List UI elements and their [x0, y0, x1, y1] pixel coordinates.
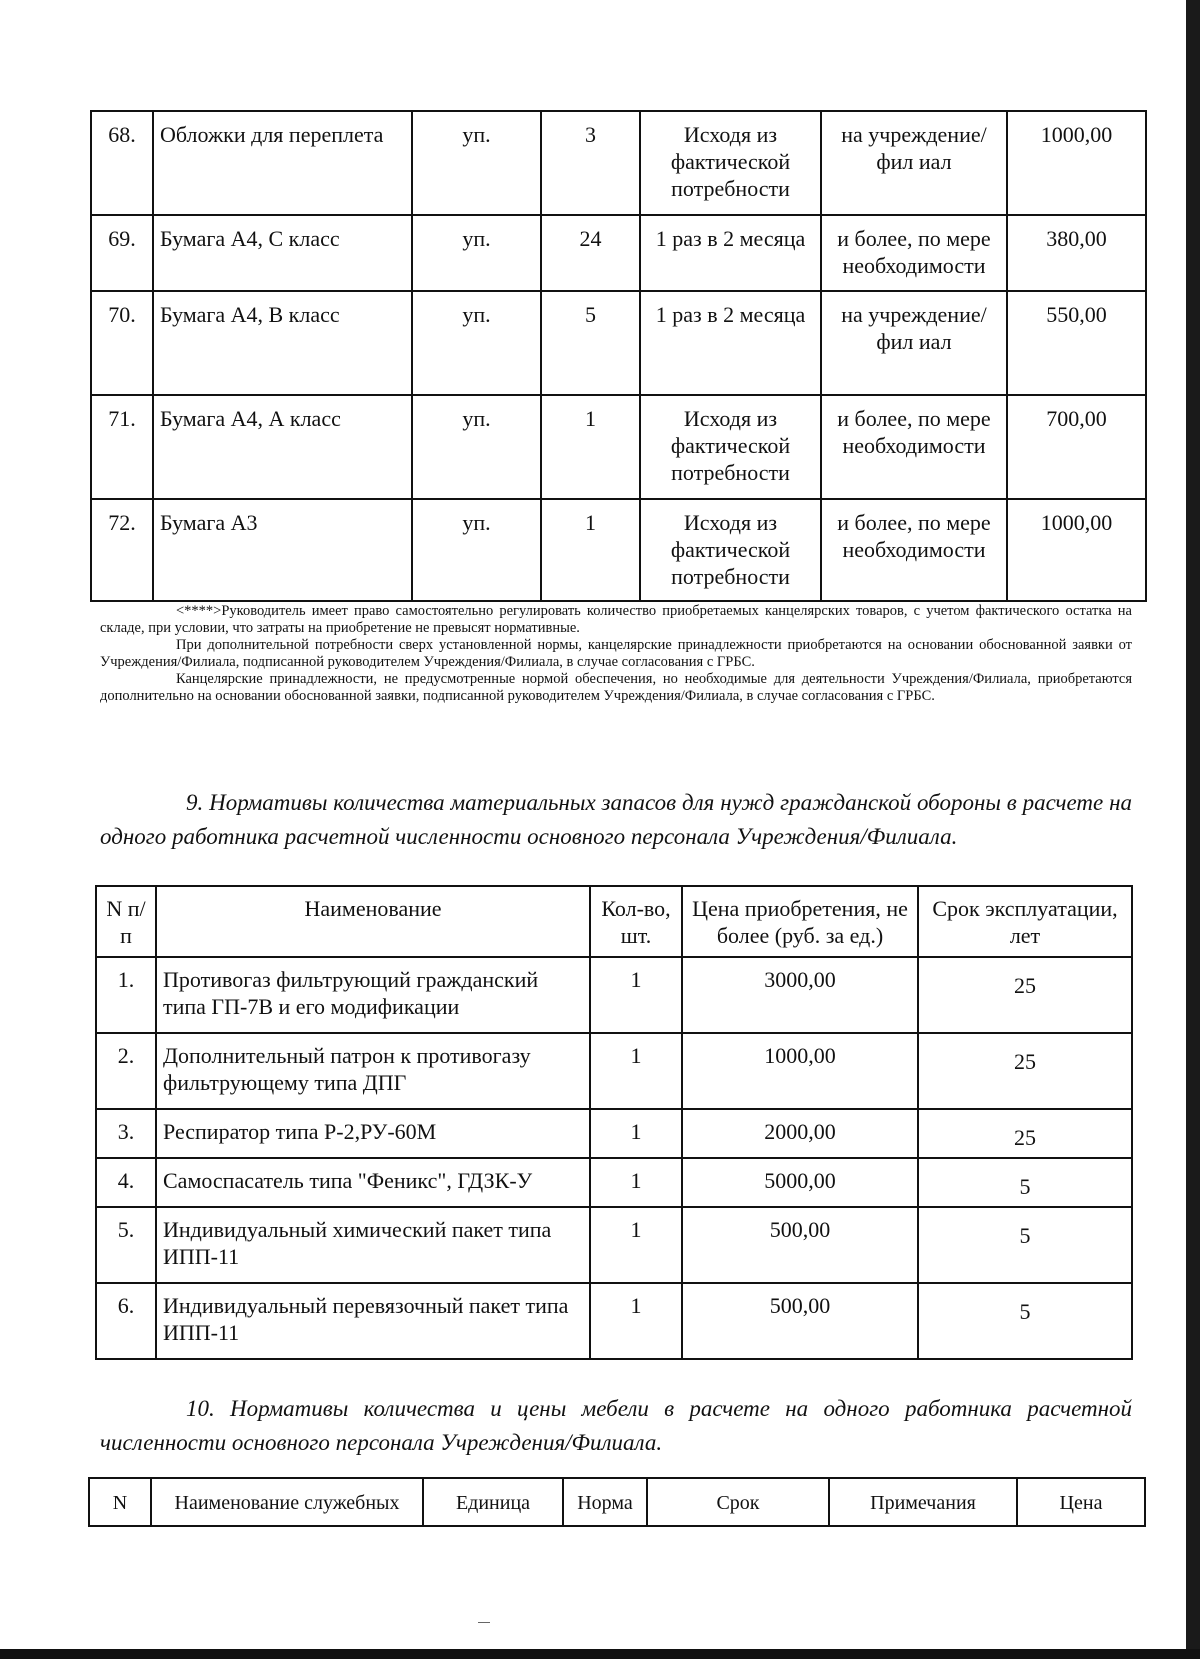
- header-price: Цена: [1017, 1478, 1145, 1526]
- row-quantity: 1: [590, 1158, 682, 1207]
- scan-edge-bottom: [0, 1649, 1200, 1659]
- table-row: [91, 291, 1146, 395]
- table-row: [96, 1109, 1132, 1158]
- civil-defense-table: [95, 885, 1133, 1360]
- row-unit: уп.: [412, 395, 541, 499]
- row-quantity: 24: [541, 215, 640, 291]
- row-number: 70.: [91, 291, 153, 395]
- table-row: [96, 1207, 1132, 1283]
- row-quantity: 1: [541, 499, 640, 601]
- header-term: Срок: [647, 1478, 829, 1526]
- row-name: Бумага А3: [153, 499, 412, 601]
- row-frequency: 1 раз в 2 месяца: [640, 291, 821, 395]
- row-frequency: Исходя из фактической потребности: [640, 499, 821, 601]
- table-row: [91, 215, 1146, 291]
- row-number: 6.: [96, 1283, 156, 1359]
- row-name: Дополнительный патрон к противогазу фильтрующему типа ДПГ: [156, 1033, 590, 1109]
- row-note: и более, по мере необходимости: [821, 395, 1007, 499]
- scan-edge-right: [1186, 0, 1200, 1659]
- row-unit: уп.: [412, 111, 541, 215]
- footnote-paragraph: При дополнительной потребности сверх установленной нормы, канцелярские принадлежности приобретаются на основании обоснованной заявки от Учреждения/Филиала, подписанной руководителем Учреждения/Филиала, в случае согласования с ГРБС.: [100, 637, 1132, 670]
- row-note: на учреждение/фил иал: [821, 111, 1007, 215]
- header-norm: Норма: [563, 1478, 647, 1526]
- row-note: на учреждение/фил иал: [821, 291, 1007, 395]
- row-price: 380,00: [1007, 215, 1146, 291]
- header-note: Примечания: [829, 1478, 1017, 1526]
- row-number: 4.: [96, 1158, 156, 1207]
- row-number: 3.: [96, 1109, 156, 1158]
- row-quantity: 1: [590, 1283, 682, 1359]
- row-quantity: 1: [590, 1109, 682, 1158]
- row-frequency: 1 раз в 2 месяца: [640, 215, 821, 291]
- table-row: [96, 1283, 1132, 1359]
- stationery-table: [90, 110, 1147, 602]
- row-name: Респиратор типа Р-2,РУ-60М: [156, 1109, 590, 1158]
- row-number: 69.: [91, 215, 153, 291]
- section-10-title: 10. Нормативы количества и цены мебели в расчете на одного работника расчетной численности основного персонала Учреждения/Филиала.: [100, 1396, 1132, 1455]
- row-name: Противогаз фильтрующий гражданский типа ГП-7В и его модификации: [156, 957, 590, 1033]
- footnote-paragraph: <****>Руководитель имеет право самостоятельно регулировать количество приобретаемых канцелярских товаров, с учетом фактического остатка на складе, при условии, что затраты на приобретение не превысят нормативные.: [100, 603, 1132, 636]
- footnote-block: [100, 603, 1132, 705]
- row-name: Индивидуальный химический пакет типа ИПП-11: [156, 1207, 590, 1283]
- row-name: Индивидуальный перевязочный пакет типа ИПП-11: [156, 1283, 590, 1359]
- table-row: [91, 395, 1146, 499]
- row-price: 1000,00: [1007, 111, 1146, 215]
- row-term: 25: [918, 1109, 1132, 1158]
- row-term: 5: [918, 1283, 1132, 1359]
- row-unit: уп.: [412, 291, 541, 395]
- header-quantity: Кол-во, шт.: [590, 886, 682, 957]
- row-price: 700,00: [1007, 395, 1146, 499]
- table-header-row: [89, 1478, 1145, 1526]
- row-number: 2.: [96, 1033, 156, 1109]
- row-term: 5: [918, 1158, 1132, 1207]
- header-price: Цена приобретения, не более (руб. за ед.): [682, 886, 918, 957]
- scan-mark: [478, 1622, 490, 1623]
- table-header-row: [96, 886, 1132, 957]
- row-name: Обложки для переплета: [153, 111, 412, 215]
- row-price: 5000,00: [682, 1158, 918, 1207]
- row-number: 71.: [91, 395, 153, 499]
- row-price: 500,00: [682, 1207, 918, 1283]
- row-quantity: 1: [590, 957, 682, 1033]
- row-unit: уп.: [412, 499, 541, 601]
- row-price: 1000,00: [682, 1033, 918, 1109]
- header-name: Наименование: [156, 886, 590, 957]
- row-name: Бумага А4, С класс: [153, 215, 412, 291]
- header-name: Наименование служебных: [151, 1478, 423, 1526]
- row-number: 5.: [96, 1207, 156, 1283]
- row-price: 2000,00: [682, 1109, 918, 1158]
- row-term: 25: [918, 1033, 1132, 1109]
- row-number: 1.: [96, 957, 156, 1033]
- header-unit: Единица: [423, 1478, 563, 1526]
- row-quantity: 1: [590, 1033, 682, 1109]
- row-number: 72.: [91, 499, 153, 601]
- row-unit: уп.: [412, 215, 541, 291]
- row-frequency: Исходя из фактической потребности: [640, 395, 821, 499]
- header-number: N: [89, 1478, 151, 1526]
- row-price: 500,00: [682, 1283, 918, 1359]
- header-number: N п/п: [96, 886, 156, 957]
- row-note: и более, по мере необходимости: [821, 215, 1007, 291]
- row-price: 3000,00: [682, 957, 918, 1033]
- row-quantity: 1: [590, 1207, 682, 1283]
- row-note: и более, по мере необходимости: [821, 499, 1007, 601]
- header-term: Срок эксплуатации, лет: [918, 886, 1132, 957]
- row-name: Бумага А4, А класс: [153, 395, 412, 499]
- row-quantity: 5: [541, 291, 640, 395]
- furniture-table: [88, 1477, 1146, 1527]
- row-term: 25: [918, 957, 1132, 1033]
- table-row: [96, 1033, 1132, 1109]
- table-row: [91, 111, 1146, 215]
- row-quantity: 1: [541, 395, 640, 499]
- row-price: 1000,00: [1007, 499, 1146, 601]
- table-row: [91, 499, 1146, 601]
- row-frequency: Исходя из фактической потребности: [640, 111, 821, 215]
- row-name: Бумага А4, В класс: [153, 291, 412, 395]
- section-9-title: 9. Нормативы количества материальных запасов для нужд гражданской обороны в расчете на одного работника расчетной численности основного персонала Учреждения/Филиала.: [100, 790, 1132, 849]
- footnote-paragraph: Канцелярские принадлежности, не предусмотренные нормой обеспечения, но необходимые для деятельности Учреждения/Филиала, приобретаются дополнительно на основании обоснованной заявки, подписанной руководителем Учреждения/Филиала, в случае согласования с ГРБС.: [100, 671, 1132, 704]
- row-number: 68.: [91, 111, 153, 215]
- row-term: 5: [918, 1207, 1132, 1283]
- row-quantity: 3: [541, 111, 640, 215]
- row-price: 550,00: [1007, 291, 1146, 395]
- table-row: [96, 957, 1132, 1033]
- table-row: [96, 1158, 1132, 1207]
- row-name: Самоспасатель типа "Феникс", ГДЗК-У: [156, 1158, 590, 1207]
